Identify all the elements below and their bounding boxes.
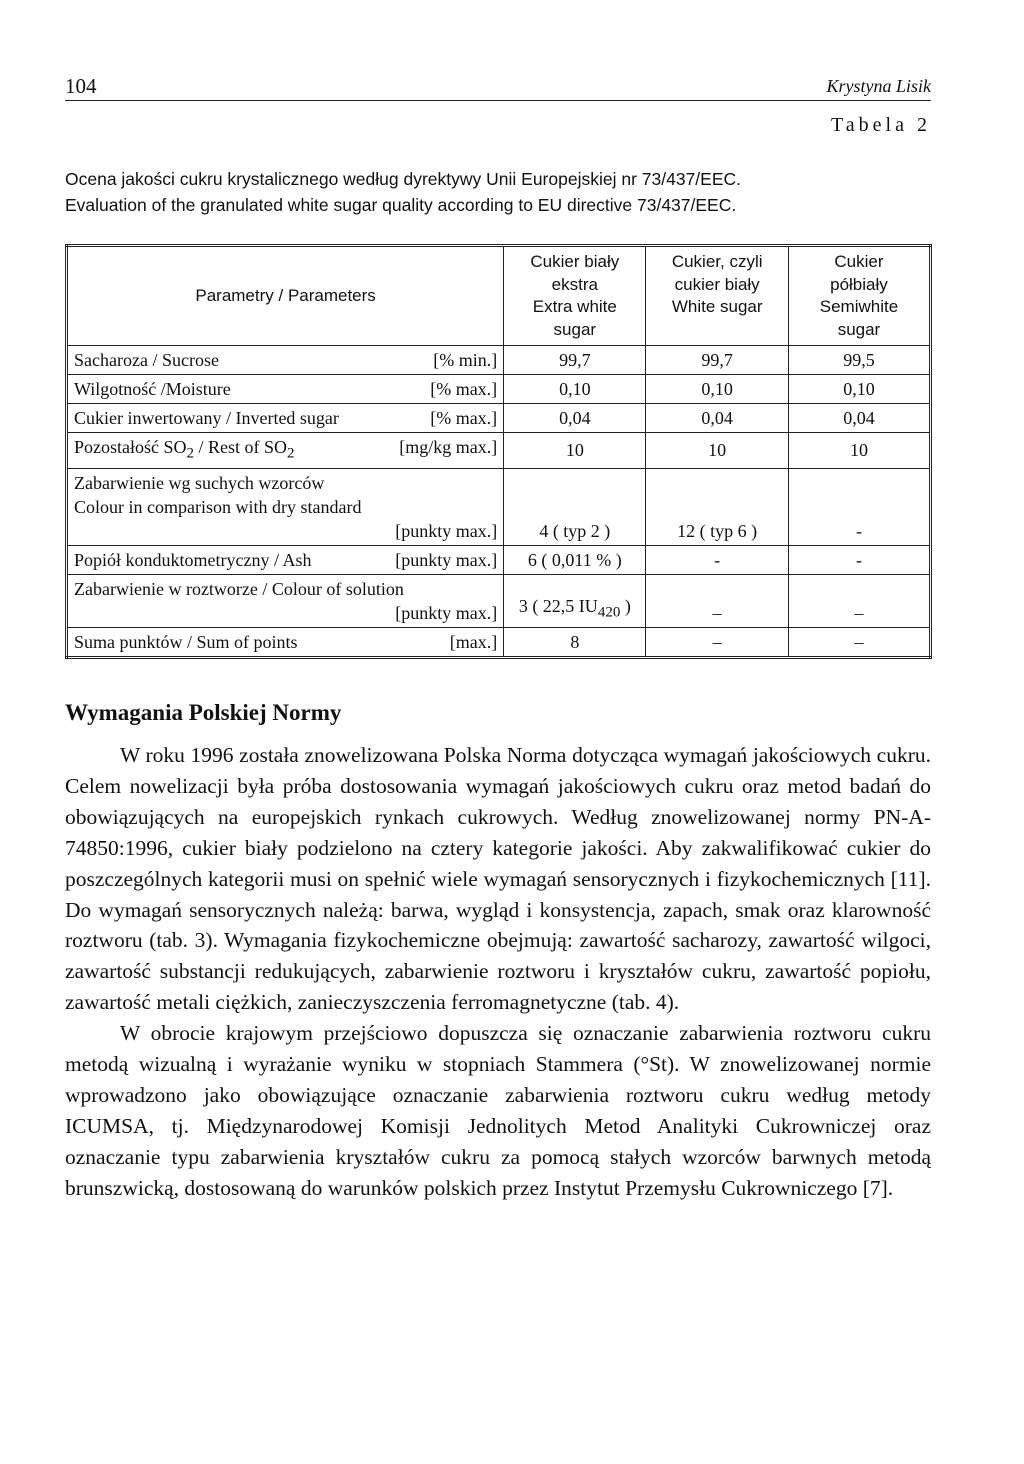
body-text bbox=[65, 740, 931, 1204]
table-row bbox=[67, 375, 931, 404]
cell-value: - bbox=[788, 545, 930, 574]
caption-polish: Ocena jakości cukru krystalicznego według dyrektywy Unii Europejskiej nr 73/437/EEC. bbox=[65, 169, 741, 189]
table-row bbox=[67, 627, 931, 657]
cell-value: 0,04 bbox=[646, 404, 788, 433]
cell-value: – bbox=[788, 574, 930, 627]
table-caption bbox=[65, 166, 741, 218]
table-row bbox=[67, 545, 931, 574]
running-header bbox=[65, 74, 931, 101]
cell-value: 99,5 bbox=[788, 346, 930, 375]
table-row bbox=[67, 574, 931, 627]
header-parameters: Parametry / Parameters bbox=[67, 246, 504, 346]
paragraph: W roku 1996 została znowelizowana Polska Norma dotycząca wymagań jakościowych cukru. Celem nowelizacji była próba dostosowania wymagań jakościowych cukru oraz metod badań do obowiązujących na europejskich rynkach cukrowych. Według znowelizowanej normy PN-A-74850:1996, cukier biały podzielono na cztery kategorie jakości. Aby zakwalifikować cukier do poszczególnych kategorii musi on spełnić wiele wymagań sensorycznych i fizykochemicznych [11]. Do wymagań sensorycznych należą: barwa, wygląd i konsystencja, zapach, smak oraz klarowność roztworu (tab. 3). Wymagania fizykochemiczne obejmują: zawartość sacharozy, zawartość wilgoci, zawartość substancji redukujących, zabarwienie roztworu i kryształów cukru, zawartość popiołu, zawartość metali ciężkich, zanieczyszczenia ferromagnetyczne (tab. 4). bbox=[65, 743, 931, 1015]
row-label: Sacharoza / Sucrose [% min.] bbox=[67, 346, 504, 375]
cell-value: 3 ( 22,5 $IU_{420}$ ) bbox=[504, 574, 646, 627]
cell-value: – bbox=[646, 574, 788, 627]
paragraph: W obrocie krajowym przejściowo dopuszcza się oznaczanie zabarwienia roztworu cukru metodą wizualną i wyrażanie wyniku w stopniach Stammera (°St). W znowelizowanej normie wprowadzono jako obowiązujące oznaczanie zabarwienia roztworu cukru według metody ICUMSA, tj. Międzynarodowej Komisji Jednolitych Metod Analityki Cukrowniczej oraz oznaczanie typu zabarwienia kryształów cukru za pomocą stałych wzorców barwnych metodą brunszwicką, dostosowaną do warunków polskich przez Instytut Przemysłu Cukrowniczego [7]. bbox=[65, 1021, 931, 1200]
row-label: Wilgotność /Moisture [% max.] bbox=[67, 375, 504, 404]
row-label: Zabarwienie wg suchych wzorców Colour in comparison with dry standard [punkty max.] bbox=[67, 468, 504, 545]
cell-value: 0,10 bbox=[788, 375, 930, 404]
table-row bbox=[67, 346, 931, 375]
row-label: Popiół konduktometryczny / Ash [punkty max.] bbox=[67, 545, 504, 574]
sugar-quality-table bbox=[65, 244, 932, 659]
row-label: Zabarwienie w roztworze / Colour of solution [punkty max.] bbox=[67, 574, 504, 627]
cell-value: 4 ( typ 2 ) bbox=[504, 468, 646, 545]
table-header-row bbox=[67, 246, 931, 346]
cell-value: - bbox=[646, 545, 788, 574]
cell-value: – bbox=[788, 627, 930, 657]
cell-value: 10 bbox=[504, 433, 646, 469]
cell-value: 0,04 bbox=[788, 404, 930, 433]
header-semiwhite-sugar: Cukier półbiały Semiwhite sugar bbox=[788, 246, 930, 346]
table-number: Tabela 2 bbox=[830, 114, 931, 136]
row-label: Suma punktów / Sum of points [max.] bbox=[67, 627, 504, 657]
cell-value: 8 bbox=[504, 627, 646, 657]
cell-value: 0,10 bbox=[646, 375, 788, 404]
header-white-sugar: Cukier, czyli cukier biały White sugar bbox=[646, 246, 788, 346]
cell-value: 12 ( typ 6 ) bbox=[646, 468, 788, 545]
running-author: Krystyna Lisik bbox=[826, 76, 931, 96]
table-row bbox=[67, 404, 931, 433]
cell-value: 99,7 bbox=[646, 346, 788, 375]
cell-value: – bbox=[646, 627, 788, 657]
cell-value: 0,10 bbox=[504, 375, 646, 404]
caption-english: Evaluation of the granulated white sugar quality according to EU directive 73/437/EEC. bbox=[65, 195, 737, 215]
table-row bbox=[67, 433, 931, 469]
table-row bbox=[67, 468, 931, 545]
cell-value: - bbox=[788, 468, 930, 545]
cell-value: 6 ( 0,011 % ) bbox=[504, 545, 646, 574]
cell-value: 99,7 bbox=[504, 346, 646, 375]
cell-value: 0,04 bbox=[504, 404, 646, 433]
section-heading: Wymagania Polskiej Normy bbox=[65, 700, 342, 725]
page-number: 104 bbox=[65, 74, 97, 98]
row-label: Pozostałość $SO_2$ / Rest of $SO_2$ [mg/kg max.] bbox=[67, 433, 504, 469]
row-label: Cukier inwertowany / Inverted sugar [% max.] bbox=[67, 404, 504, 433]
cell-value: 10 bbox=[646, 433, 788, 469]
cell-value: 10 bbox=[788, 433, 930, 469]
header-extra-white-sugar: Cukier biały ekstra Extra white sugar bbox=[504, 246, 646, 346]
